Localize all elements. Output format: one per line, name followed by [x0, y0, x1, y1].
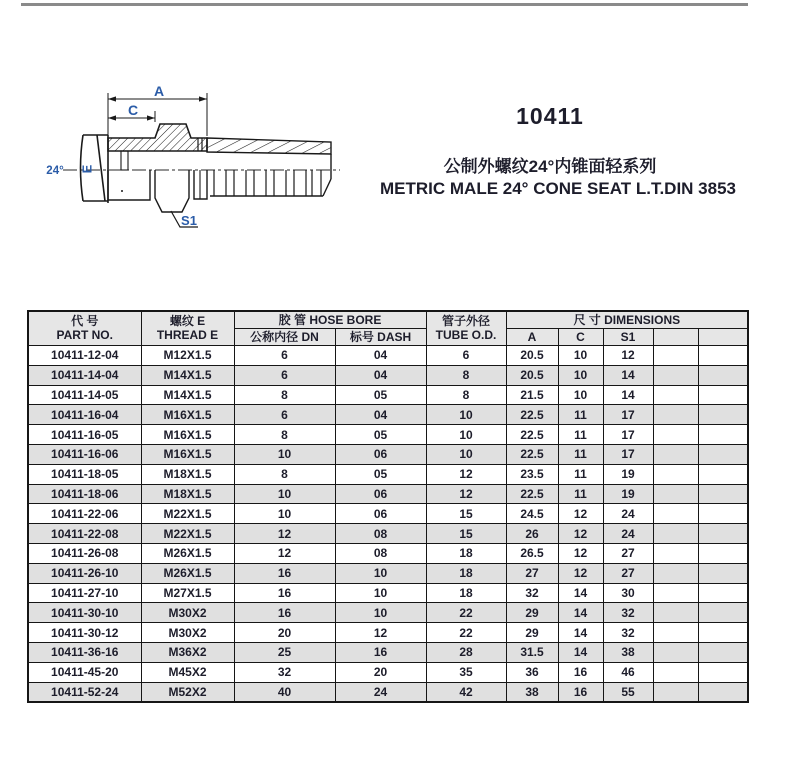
- cell-s1: 14: [603, 365, 653, 385]
- series-title-zh: 公制外螺纹24°内锥面轻系列: [443, 157, 657, 176]
- cell-dn: 12: [234, 543, 335, 563]
- series-title-en: METRIC MALE 24° CONE SEAT L.T.DIN 3853: [380, 179, 736, 198]
- col-header-dn: 公称内径 DN: [234, 329, 335, 346]
- cell-extra1: [653, 504, 698, 524]
- table-row: [28, 346, 748, 366]
- cell-extra1: [653, 682, 698, 702]
- cell-extra1: [653, 484, 698, 504]
- cell-thread: M22X1.5: [141, 504, 234, 524]
- cell-thread: M16X1.5: [141, 444, 234, 464]
- table-row: [28, 682, 748, 702]
- col-header-tube-od-zh: 管子外径: [441, 314, 490, 328]
- cell-s1: 14: [603, 385, 653, 405]
- table-row: [28, 563, 748, 583]
- cell-extra1: [653, 623, 698, 643]
- cell-c: 16: [558, 682, 603, 702]
- cell-c: 12: [558, 563, 603, 583]
- spec-table-container: [27, 310, 749, 703]
- cell-part-no: 10411-14-05: [28, 385, 141, 405]
- cell-thread: M16X1.5: [141, 405, 234, 425]
- table-row: [28, 425, 748, 445]
- cell-a: 38: [506, 682, 558, 702]
- cell-tube-od: 10: [426, 405, 506, 425]
- cell-extra2: [698, 623, 748, 643]
- cell-dn: 6: [234, 346, 335, 366]
- page-top-rule: [21, 3, 748, 6]
- cell-a: 22.5: [506, 444, 558, 464]
- cell-c: 16: [558, 662, 603, 682]
- cell-s1: 55: [603, 682, 653, 702]
- cell-part-no: 10411-12-04: [28, 346, 141, 366]
- cell-c: 11: [558, 464, 603, 484]
- cell-dash: 05: [335, 385, 426, 405]
- cell-dash: 04: [335, 405, 426, 425]
- table-row: [28, 623, 748, 643]
- cell-a: 31.5: [506, 642, 558, 662]
- thread-e-label: E: [79, 164, 95, 174]
- cell-c: 12: [558, 524, 603, 544]
- model-number: 10411: [516, 103, 584, 129]
- cell-part-no: 10411-16-06: [28, 444, 141, 464]
- cell-tube-od: 12: [426, 484, 506, 504]
- cell-part-no: 10411-16-05: [28, 425, 141, 445]
- cell-c: 10: [558, 346, 603, 366]
- cell-part-no: 10411-26-08: [28, 543, 141, 563]
- table-row: [28, 464, 748, 484]
- cell-a: 20.5: [506, 365, 558, 385]
- cell-dn: 10: [234, 484, 335, 504]
- cell-dash: 06: [335, 444, 426, 464]
- col-group-hose-bore: 胶 管 HOSE BORE: [234, 311, 426, 329]
- cell-thread: M27X1.5: [141, 583, 234, 603]
- cell-extra2: [698, 583, 748, 603]
- cell-a: 22.5: [506, 484, 558, 504]
- cell-part-no: 10411-22-06: [28, 504, 141, 524]
- cell-dash: 10: [335, 603, 426, 623]
- col-header-tube-od-en: TUBE O.D.: [435, 327, 497, 342]
- col-header-dash: 标号 DASH: [335, 329, 426, 346]
- cell-c: 10: [558, 385, 603, 405]
- cell-dash: 10: [335, 563, 426, 583]
- cell-extra1: [653, 405, 698, 425]
- fitting-technical-drawing: [38, 72, 368, 257]
- cell-dash: 05: [335, 464, 426, 484]
- thread-section: [108, 124, 207, 151]
- cell-dash: 04: [335, 346, 426, 366]
- cell-extra1: [653, 583, 698, 603]
- cell-dn: 16: [234, 603, 335, 623]
- cell-dash: 05: [335, 425, 426, 445]
- cell-dn: 16: [234, 583, 335, 603]
- col-header-dim-c: C: [558, 329, 603, 346]
- cell-thread: M36X2: [141, 642, 234, 662]
- spec-table-head: [28, 311, 748, 346]
- col-header-extra-1: [653, 329, 698, 346]
- table-row: [28, 642, 748, 662]
- cell-s1: 38: [603, 642, 653, 662]
- col-header-part-no: [28, 311, 141, 346]
- cell-s1: 27: [603, 563, 653, 583]
- table-row: [28, 484, 748, 504]
- cell-extra2: [698, 524, 748, 544]
- cell-extra1: [653, 464, 698, 484]
- col-header-part-no-zh: 代 号: [71, 314, 99, 328]
- cell-thread: M45X2: [141, 662, 234, 682]
- cell-dash: 12: [335, 623, 426, 643]
- cell-extra2: [698, 444, 748, 464]
- cone-angle-label: 24°: [46, 165, 64, 177]
- cell-a: 21.5: [506, 385, 558, 405]
- table-row: [28, 405, 748, 425]
- cell-thread: M18X1.5: [141, 484, 234, 504]
- table-header-row-1: [28, 311, 748, 329]
- cell-s1: 12: [603, 346, 653, 366]
- cell-dn: 6: [234, 405, 335, 425]
- col-header-thread-zh: 螺纹 E: [169, 314, 206, 328]
- cell-dash: 08: [335, 524, 426, 544]
- col-header-thread: [141, 311, 234, 346]
- cell-part-no: 10411-45-20: [28, 662, 141, 682]
- cell-c: 14: [558, 583, 603, 603]
- cell-dash: 10: [335, 583, 426, 603]
- cell-c: 12: [558, 543, 603, 563]
- col-header-tube-od: [426, 311, 506, 346]
- s1-label: S1: [181, 213, 197, 228]
- cell-thread: M14X1.5: [141, 365, 234, 385]
- table-row: [28, 543, 748, 563]
- table-row: [28, 365, 748, 385]
- spec-table-body: [28, 346, 748, 703]
- cell-part-no: 10411-18-05: [28, 464, 141, 484]
- cell-dn: 16: [234, 563, 335, 583]
- cell-dash: 06: [335, 504, 426, 524]
- cell-tube-od: 12: [426, 464, 506, 484]
- cell-dn: 8: [234, 464, 335, 484]
- cell-dn: 12: [234, 524, 335, 544]
- cell-extra1: [653, 563, 698, 583]
- cell-extra2: [698, 464, 748, 484]
- cell-a: 27: [506, 563, 558, 583]
- cell-part-no: 10411-22-08: [28, 524, 141, 544]
- cell-part-no: 10411-14-04: [28, 365, 141, 385]
- spec-table: [27, 310, 749, 703]
- cell-extra1: [653, 662, 698, 682]
- table-row: [28, 662, 748, 682]
- cell-extra1: [653, 365, 698, 385]
- cell-a: 20.5: [506, 346, 558, 366]
- cell-extra2: [698, 682, 748, 702]
- cell-extra1: [653, 425, 698, 445]
- cell-extra1: [653, 444, 698, 464]
- cell-tube-od: 42: [426, 682, 506, 702]
- cell-c: 11: [558, 405, 603, 425]
- col-header-dim-a: A: [506, 329, 558, 346]
- cell-s1: 32: [603, 623, 653, 643]
- cell-c: 11: [558, 444, 603, 464]
- cell-thread: M26X1.5: [141, 543, 234, 563]
- cell-dash: 16: [335, 642, 426, 662]
- table-row: [28, 583, 748, 603]
- cell-tube-od: 8: [426, 385, 506, 405]
- cell-extra2: [698, 365, 748, 385]
- cell-extra1: [653, 346, 698, 366]
- cell-extra2: [698, 346, 748, 366]
- cell-tube-od: 10: [426, 425, 506, 445]
- table-row: [28, 444, 748, 464]
- col-header-thread-en: THREAD E: [156, 327, 219, 342]
- cell-extra2: [698, 504, 748, 524]
- cell-dn: 6: [234, 365, 335, 385]
- cell-extra2: [698, 543, 748, 563]
- cell-thread: M12X1.5: [141, 346, 234, 366]
- cell-dash: 06: [335, 484, 426, 504]
- col-group-dimensions: 尺 寸 DIMENSIONS: [506, 311, 748, 329]
- cell-extra2: [698, 563, 748, 583]
- cell-tube-od: 15: [426, 504, 506, 524]
- cell-part-no: 10411-27-10: [28, 583, 141, 603]
- table-row: [28, 504, 748, 524]
- cell-tube-od: 10: [426, 444, 506, 464]
- cell-thread: M30X2: [141, 603, 234, 623]
- cell-extra2: [698, 405, 748, 425]
- cell-extra2: [698, 484, 748, 504]
- dim-a-label: A: [153, 83, 165, 99]
- cell-tube-od: 18: [426, 543, 506, 563]
- table-row: [28, 603, 748, 623]
- col-header-extra-2: [698, 329, 748, 346]
- cell-extra1: [653, 642, 698, 662]
- cell-dash: 24: [335, 682, 426, 702]
- cell-dash: 20: [335, 662, 426, 682]
- table-row: [28, 524, 748, 544]
- cell-part-no: 10411-30-12: [28, 623, 141, 643]
- cell-s1: 24: [603, 524, 653, 544]
- cell-part-no: 10411-16-04: [28, 405, 141, 425]
- cell-extra2: [698, 385, 748, 405]
- cell-extra1: [653, 543, 698, 563]
- cell-thread: M14X1.5: [141, 385, 234, 405]
- cell-c: 12: [558, 504, 603, 524]
- cell-a: 22.5: [506, 405, 558, 425]
- cell-s1: 17: [603, 425, 653, 445]
- cell-s1: 46: [603, 662, 653, 682]
- cell-thread: M16X1.5: [141, 425, 234, 445]
- cell-extra2: [698, 642, 748, 662]
- cell-extra2: [698, 425, 748, 445]
- cell-tube-od: 28: [426, 642, 506, 662]
- cell-c: 14: [558, 623, 603, 643]
- cell-s1: 19: [603, 464, 653, 484]
- col-header-dim-s1: S1: [603, 329, 653, 346]
- cell-tube-od: 15: [426, 524, 506, 544]
- cell-thread: M22X1.5: [141, 524, 234, 544]
- dim-c-label: C: [127, 102, 139, 118]
- cell-part-no: 10411-52-24: [28, 682, 141, 702]
- cell-part-no: 10411-30-10: [28, 603, 141, 623]
- cell-c: 14: [558, 603, 603, 623]
- cell-dash: 04: [335, 365, 426, 385]
- cell-dn: 10: [234, 444, 335, 464]
- cell-extra1: [653, 603, 698, 623]
- cell-a: 22.5: [506, 425, 558, 445]
- fitting-drawing-svg: [38, 72, 368, 257]
- cell-c: 14: [558, 642, 603, 662]
- cell-tube-od: 18: [426, 583, 506, 603]
- cell-a: 26: [506, 524, 558, 544]
- cell-s1: 32: [603, 603, 653, 623]
- cell-dn: 20: [234, 623, 335, 643]
- cell-a: 32: [506, 583, 558, 603]
- cell-dn: 8: [234, 385, 335, 405]
- cell-s1: 19: [603, 484, 653, 504]
- cell-s1: 17: [603, 444, 653, 464]
- cell-a: 26.5: [506, 543, 558, 563]
- cell-extra2: [698, 603, 748, 623]
- cell-c: 11: [558, 484, 603, 504]
- cell-tube-od: 35: [426, 662, 506, 682]
- cell-s1: 30: [603, 583, 653, 603]
- cell-tube-od: 18: [426, 563, 506, 583]
- cell-extra2: [698, 662, 748, 682]
- cell-a: 24.5: [506, 504, 558, 524]
- cell-thread: M18X1.5: [141, 464, 234, 484]
- cell-a: 36: [506, 662, 558, 682]
- col-header-part-no-en: PART NO.: [56, 327, 113, 342]
- cell-dn: 8: [234, 425, 335, 445]
- cell-c: 10: [558, 365, 603, 385]
- cell-c: 11: [558, 425, 603, 445]
- cell-dn: 10: [234, 504, 335, 524]
- cell-extra1: [653, 524, 698, 544]
- cell-s1: 27: [603, 543, 653, 563]
- cell-a: 23.5: [506, 464, 558, 484]
- lower-body: [108, 151, 331, 212]
- cell-tube-od: 22: [426, 603, 506, 623]
- cell-thread: M26X1.5: [141, 563, 234, 583]
- cell-dash: 08: [335, 543, 426, 563]
- cell-thread: M52X2: [141, 682, 234, 702]
- cell-tube-od: 22: [426, 623, 506, 643]
- cell-s1: 24: [603, 504, 653, 524]
- cell-part-no: 10411-18-06: [28, 484, 141, 504]
- cell-dn: 25: [234, 642, 335, 662]
- cell-part-no: 10411-36-16: [28, 642, 141, 662]
- table-row: [28, 385, 748, 405]
- cell-thread: M30X2: [141, 623, 234, 643]
- cell-tube-od: 8: [426, 365, 506, 385]
- cell-a: 29: [506, 603, 558, 623]
- cell-s1: 17: [603, 405, 653, 425]
- cell-dn: 32: [234, 662, 335, 682]
- cell-a: 29: [506, 623, 558, 643]
- title-block: [380, 103, 736, 198]
- cell-extra1: [653, 385, 698, 405]
- cell-part-no: 10411-26-10: [28, 563, 141, 583]
- cell-tube-od: 6: [426, 346, 506, 366]
- cell-dn: 40: [234, 682, 335, 702]
